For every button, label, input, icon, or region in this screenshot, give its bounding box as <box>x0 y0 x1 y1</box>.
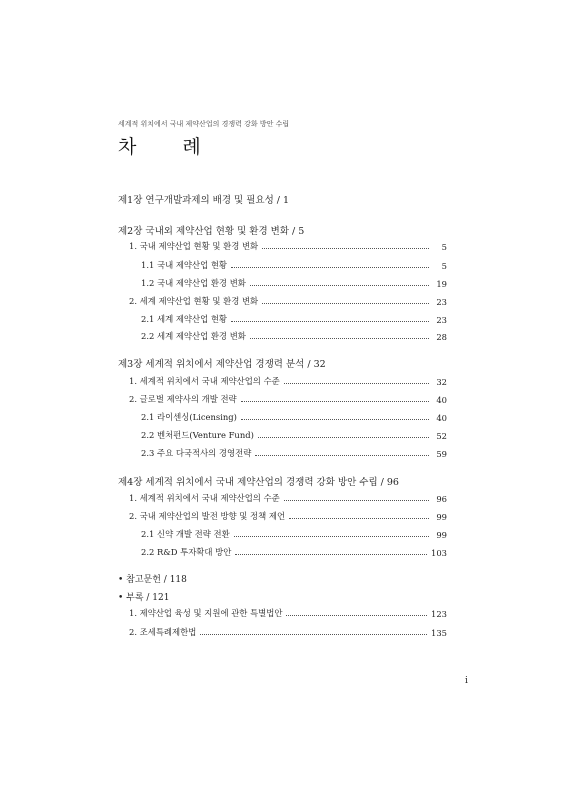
dot-leader <box>231 321 429 322</box>
toc-entry[interactable] <box>141 259 447 271</box>
appendix-title[interactable]: • 부록 / 121 <box>118 593 170 603</box>
toc-entry-label: 2. 조세특례제한법 <box>129 627 197 637</box>
dot-leader <box>286 615 427 616</box>
toc-entry[interactable] <box>129 510 447 522</box>
dot-leader <box>255 455 429 456</box>
toc-entry-label: 1.1 국내 제약산업 현황 <box>141 260 228 270</box>
toc-entry[interactable] <box>141 313 447 325</box>
dot-leader <box>241 401 429 402</box>
dot-leader <box>262 248 429 249</box>
toc-entry-page: 5 <box>441 242 447 252</box>
dot-leader <box>289 518 429 519</box>
toc-entry-label: 2.2 벤처펀드(Venture Fund) <box>141 430 254 440</box>
toc-entry-page: 5 <box>441 261 447 271</box>
toc-entry-label: 2.1 라이센싱(Licensing) <box>141 412 237 422</box>
chapter-1-title: 제1장 연구개발과제의 배경 및 필요성 / 1 <box>118 195 290 206</box>
toc-entry[interactable] <box>129 240 447 252</box>
toc-entry-page: 52 <box>436 431 447 441</box>
toc-entry-label: 1. 세계적 위치에서 국내 제약산업의 수준 <box>129 376 280 386</box>
toc-entry-page: 99 <box>436 530 447 540</box>
chapter-4-title: 제4장 세계적 위치에서 국내 제약산업의 경쟁력 강화 방안 수립 / 96 <box>118 477 399 488</box>
dot-leader <box>258 437 429 438</box>
toc-entry[interactable] <box>141 447 447 459</box>
toc-title: 차 례 <box>118 136 221 158</box>
toc-entry-page: 123 <box>431 609 447 619</box>
toc-entry-page: 103 <box>431 548 447 558</box>
toc-entry-page: 23 <box>436 297 447 307</box>
toc-entry-label: 2.1 세계 제약산업 현황 <box>141 314 228 324</box>
toc-entry-label: 1. 국내 제약산업 현황 및 환경 변화 <box>129 241 259 251</box>
toc-entry-label: 2. 글로벌 제약사의 개발 전략 <box>129 394 237 404</box>
dot-leader <box>234 536 429 537</box>
toc-entry-label: 2.1 신약 개발 전략 전환 <box>141 529 230 539</box>
toc-entry-page: 99 <box>436 512 447 522</box>
toc-entry-page: 40 <box>436 395 447 405</box>
toc-entry[interactable] <box>129 375 447 387</box>
dot-leader <box>250 285 429 286</box>
chapter-2-title: 제2장 국내외 제약산업 현황 및 환경 변화 / 5 <box>118 226 305 237</box>
dot-leader <box>250 338 429 339</box>
dot-leader <box>235 554 427 555</box>
toc-entry[interactable] <box>129 295 447 307</box>
dot-leader <box>241 419 429 420</box>
toc-entry-page: 23 <box>436 315 447 325</box>
dot-leader <box>284 500 429 501</box>
toc-entry[interactable] <box>129 607 447 619</box>
dot-leader <box>284 383 429 384</box>
toc-entry[interactable] <box>141 411 447 423</box>
toc-entry[interactable] <box>141 546 447 558</box>
toc-entry-page: 40 <box>436 413 447 423</box>
toc-entry-page: 59 <box>436 449 447 459</box>
dot-leader <box>200 634 427 635</box>
toc-entry-page: 96 <box>436 494 447 504</box>
toc-entry[interactable] <box>129 492 447 504</box>
toc-entry-label: 2. 국내 제약산업의 발전 방향 및 정책 제언 <box>129 511 286 521</box>
toc-entry-page: 19 <box>436 279 447 289</box>
toc-entry-label: 2. 세계 제약산업 현황 및 환경 변화 <box>129 296 259 306</box>
toc-entry-page: 135 <box>431 628 447 638</box>
references-entry[interactable]: • 참고문헌 / 118 <box>118 575 187 585</box>
toc-entry-page: 32 <box>436 377 447 387</box>
toc-entry[interactable] <box>141 429 447 441</box>
toc-entry-label: 1. 세계적 위치에서 국내 제약산업의 수준 <box>129 493 280 503</box>
toc-entry-label: 2.2 세계 제약산업 환경 변화 <box>141 331 246 341</box>
toc-entry[interactable] <box>129 626 447 638</box>
toc-entry-page: 28 <box>436 332 447 342</box>
dot-leader <box>231 267 429 268</box>
toc-entry-label: 2.2 R&D 투자확대 방안 <box>141 547 232 557</box>
toc-entry-label: 1.2 국내 제약산업 환경 변화 <box>141 278 246 288</box>
toc-entry-label: 1. 제약산업 육성 및 지원에 관한 특별법안 <box>129 608 283 618</box>
chapter-3-title: 제3장 세계적 위치에서 제약산업 경쟁력 분석 / 32 <box>118 359 326 370</box>
toc-entry[interactable] <box>141 330 447 342</box>
running-header: 세계적 위치에서 국내 제약산업의 경쟁력 강화 방안 수립 <box>118 120 290 128</box>
toc-entry-label: 2.3 주요 다국적사의 경영전략 <box>141 448 252 458</box>
toc-entry[interactable] <box>141 277 447 289</box>
dot-leader <box>262 303 429 304</box>
toc-entry[interactable] <box>141 528 447 540</box>
page-number: i <box>465 676 468 686</box>
toc-entry[interactable] <box>129 393 447 405</box>
